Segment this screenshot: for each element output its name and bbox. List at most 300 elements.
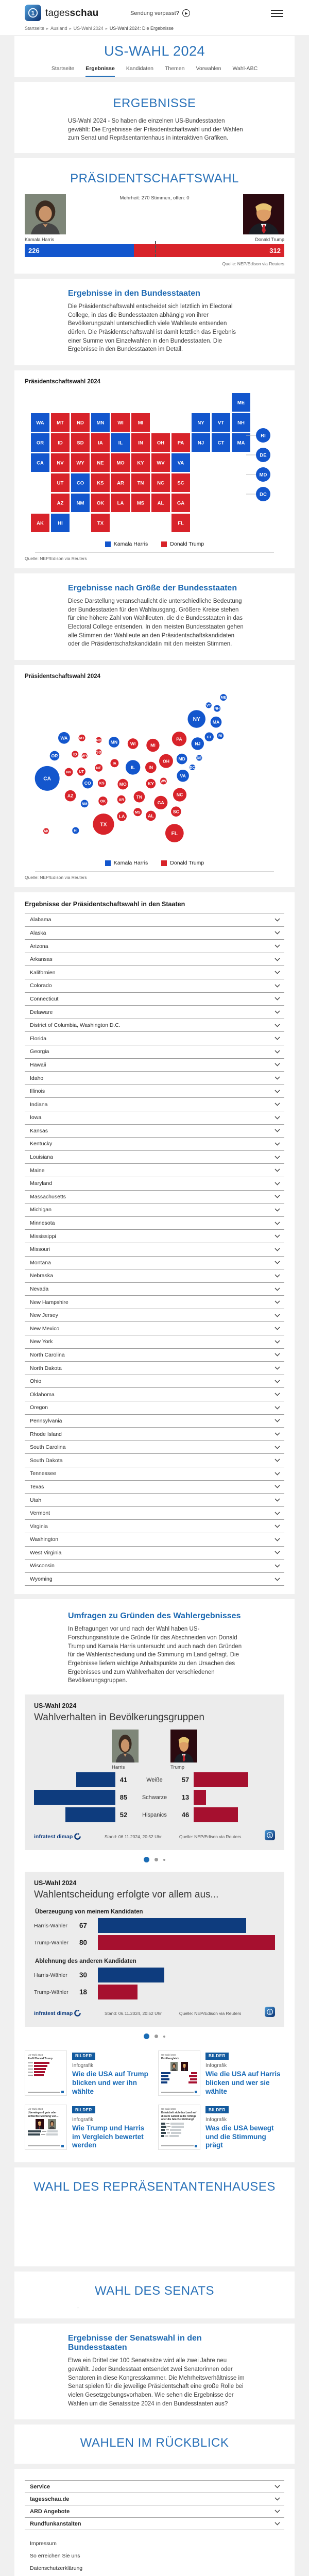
- state-accordion-row[interactable]: [25, 1454, 284, 1467]
- state-bubble-CA[interactable]: [35, 766, 60, 791]
- state-tile-IA[interactable]: [91, 433, 110, 452]
- svg-text:DC: DC: [190, 766, 195, 770]
- svg-text:IA: IA: [112, 761, 116, 766]
- footer-links: [25, 2537, 284, 2576]
- teaser-infografik-4[interactable]: [158, 2105, 284, 2150]
- state-tile-ME[interactable]: [232, 393, 250, 412]
- teaser-title[interactable]: Wie die USA auf Trump blicken und wer ihn wählte: [72, 2070, 148, 2095]
- state-accordion-row[interactable]: [25, 1467, 284, 1481]
- state-accordion-row[interactable]: [25, 1098, 284, 1111]
- state-accordion-row[interactable]: [25, 1547, 284, 1560]
- state-bubble-MS[interactable]: [133, 808, 142, 816]
- state-accordion-row[interactable]: [25, 1349, 284, 1362]
- svg-text:CO: CO: [84, 781, 91, 786]
- state-accordion-row[interactable]: [25, 1243, 284, 1257]
- state-accordion-row[interactable]: [25, 1415, 284, 1428]
- footer-link-so-erreichen-sie-uns[interactable]: So erreichen Sie uns: [30, 2553, 80, 2560]
- state-accordion-label: New Jersey: [30, 1312, 58, 1319]
- carousel-dots-1: [14, 1857, 295, 1862]
- svg-text:LA: LA: [118, 814, 125, 819]
- us-states-bubble-map[interactable]: [25, 685, 284, 856]
- states-accordion-card: [14, 892, 295, 1594]
- state-tile-WV[interactable]: [151, 453, 170, 472]
- state-accordion-row[interactable]: [25, 1520, 284, 1533]
- svg-text:NE: NE: [96, 766, 101, 771]
- state-tile-UT[interactable]: [51, 473, 70, 492]
- state-accordion-label: Maryland: [30, 1180, 53, 1187]
- state-accordion-row[interactable]: [25, 1072, 284, 1085]
- teaser-infografik-1[interactable]: [25, 2050, 151, 2096]
- breadcrumb-item[interactable]: Startseite: [25, 26, 45, 31]
- state-tile-VT[interactable]: [212, 413, 230, 432]
- thumb-kicker: US-Wahl 2024: [161, 2054, 177, 2057]
- state-tile-MO[interactable]: [111, 453, 130, 472]
- footer-link-impressum[interactable]: Impressum: [30, 2540, 57, 2547]
- chevron-down-icon: [274, 1327, 280, 1330]
- senate-results-text: Etwa ein Drittel der 100 Senatssitze wird alle zwei Jahre neu gewählt. Jeder Bundesstaat entsendet zwei Senatorinnen oder Senatoren in diese Kongresskammer. Die Mehrheitsverhältnisse im Senat spielen für die jeweilige Präsidentschaft eine große Rolle bei vielen Gesetzgebungsvorhaben. Wie sehen die Ergebnisse der Wahlen um die Senatssitze 2024 in den Bundesstaaten aus?: [68, 2358, 245, 2407]
- svg-text:WI: WI: [130, 741, 136, 747]
- state-tile-OR[interactable]: [31, 433, 49, 452]
- state-bubble-UT[interactable]: [77, 768, 85, 776]
- state-accordion-label: Massachusetts: [30, 1193, 66, 1200]
- bubble-map-legend: [25, 860, 284, 866]
- state-accordion-row[interactable]: [25, 1322, 284, 1335]
- state-bubble-FL[interactable]: [165, 824, 184, 842]
- state-bubble-MI[interactable]: [146, 739, 159, 752]
- svg-text:OR: OR: [36, 440, 44, 446]
- state-accordion-row[interactable]: [25, 1006, 284, 1019]
- chevron-down-icon: [274, 2522, 280, 2526]
- svg-text:SC: SC: [173, 809, 179, 815]
- state-accordion-row[interactable]: [25, 913, 284, 927]
- state-tile-IL[interactable]: [111, 433, 130, 452]
- chevron-down-icon: [274, 1063, 280, 1066]
- chevron-down-icon: [274, 997, 280, 1001]
- svg-text:MO: MO: [116, 460, 125, 466]
- size-section-text: Diese Darstellung veranschaulicht die unterschiedliche Bedeutung der Bundesstaaten für den Wahlausgang. Größere Kreise stehen für eine höhere Zahl von Wahlleuten, die die Bundesstaaten in das Electoral College entsenden. In den meisten Bundesstaaten gehen alle Stimmen der Wahlleute an den Präsidentschaftskandidaten oder die Präsidentschaftskandidatin mit den meisten Stimmen.: [68, 598, 244, 648]
- state-tile-MS[interactable]: [131, 494, 150, 512]
- state-bubble-NY[interactable]: [187, 710, 205, 728]
- state-accordion-row[interactable]: [25, 1085, 284, 1098]
- state-accordion-row[interactable]: [25, 1375, 284, 1388]
- trump-photo-label: Trump: [170, 1765, 185, 1771]
- state-bubble-GA[interactable]: [154, 796, 167, 809]
- state-accordion-row[interactable]: [25, 1309, 284, 1323]
- carousel-dot[interactable]: [163, 1859, 165, 1861]
- chevron-down-icon: [274, 1195, 280, 1198]
- footer-accordion-service[interactable]: [25, 2481, 284, 2493]
- svg-text:AR: AR: [118, 798, 124, 802]
- svg-text:NC: NC: [157, 480, 164, 486]
- tab-vorwahlen[interactable]: Vorwahlen: [196, 65, 221, 72]
- us-states-map[interactable]: [25, 390, 284, 537]
- teaser-infografik-2[interactable]: [158, 2050, 284, 2096]
- map-legend: [25, 541, 284, 547]
- state-accordion-row[interactable]: [25, 1573, 284, 1586]
- state-bubble-TN[interactable]: [134, 791, 145, 803]
- svg-text:FL: FL: [171, 831, 178, 837]
- state-callout-RI[interactable]: [256, 428, 270, 443]
- demographics-row: [34, 1772, 275, 1788]
- state-tile-OH[interactable]: [151, 433, 170, 452]
- svg-text:ND: ND: [96, 738, 101, 742]
- state-accordion-row[interactable]: [25, 1045, 284, 1059]
- chevron-down-icon: [274, 1524, 280, 1528]
- state-tile-AR[interactable]: [111, 473, 130, 492]
- legend-item: Donald Trump: [161, 541, 204, 547]
- state-bubble-NJ[interactable]: [191, 737, 204, 750]
- state-bubble-ME[interactable]: [220, 694, 227, 701]
- state-tile-CT[interactable]: [212, 433, 230, 452]
- state-bubble-WV[interactable]: [160, 778, 167, 785]
- svg-text:RI: RI: [218, 734, 222, 738]
- svg-text:KS: KS: [99, 781, 105, 786]
- state-accordion-row[interactable]: [25, 1507, 284, 1520]
- state-tile-SC[interactable]: [171, 473, 190, 492]
- footer-accordion-ard-angebote[interactable]: [25, 2505, 284, 2518]
- state-bubble-VT[interactable]: [206, 702, 212, 708]
- state-bubble-PA[interactable]: [172, 732, 186, 746]
- teaser-title[interactable]: Wie die USA auf Harris blicken und wer sie wählte: [205, 2070, 281, 2095]
- state-bubble-OK[interactable]: [98, 796, 107, 805]
- legend-swatch: [105, 860, 111, 866]
- footer-link-datenschutzerkl-rung[interactable]: Datenschutzerklärung: [30, 2565, 83, 2572]
- state-bubble-IL[interactable]: [126, 760, 140, 774]
- state-bubble-DC[interactable]: [190, 765, 195, 770]
- sendung-verpasst-label: Sendung verpasst?: [130, 10, 179, 16]
- carousel-dot[interactable]: [154, 1858, 158, 1861]
- bubble-map-card: [14, 665, 295, 887]
- state-accordion-row[interactable]: [25, 1257, 284, 1270]
- size-section-title[interactable]: Ergebnisse nach Größe der Bundesstaaten: [68, 584, 237, 593]
- state-accordion-row[interactable]: [25, 1177, 284, 1191]
- state-tile-NH[interactable]: [232, 413, 250, 432]
- state-tile-MN[interactable]: [91, 413, 110, 432]
- state-tile-CA[interactable]: [31, 453, 49, 472]
- svg-text:NH: NH: [237, 420, 245, 426]
- breadcrumb-separator-icon: ▸: [105, 26, 108, 31]
- state-tile-AL[interactable]: [151, 494, 170, 512]
- svg-text:IN: IN: [138, 440, 143, 446]
- trump-value: 57: [181, 1776, 190, 1784]
- state-bubble-ID[interactable]: [72, 751, 78, 757]
- state-bubble-KY[interactable]: [146, 779, 156, 789]
- electoral-votes-bar[interactable]: [25, 244, 284, 257]
- state-accordion-row[interactable]: [25, 993, 284, 1006]
- state-accordion-label: Mississippi: [30, 1233, 56, 1240]
- state-bubble-AL[interactable]: [146, 811, 156, 821]
- carousel-dot[interactable]: [163, 2036, 165, 2038]
- state-callout-DC[interactable]: [256, 487, 270, 501]
- state-bubble-MN[interactable]: [109, 737, 119, 748]
- teaser-infografik-3[interactable]: [25, 2105, 151, 2150]
- state-tile-FL[interactable]: [171, 514, 190, 532]
- teaser-thumbnail: [158, 2105, 200, 2150]
- breadcrumb-item[interactable]: US-Wahl 2024: [73, 26, 104, 31]
- state-accordion-label: Florida: [30, 1035, 47, 1042]
- state-accordion-label: Idaho: [30, 1075, 44, 1081]
- state-accordion-row[interactable]: [25, 1335, 284, 1349]
- state-accordion-row[interactable]: [25, 1388, 284, 1401]
- chevron-down-icon: [274, 1564, 280, 1568]
- svg-text:KY: KY: [137, 460, 144, 466]
- state-tile-KY[interactable]: [131, 453, 150, 472]
- state-accordion-row[interactable]: [25, 1019, 284, 1032]
- state-tile-TN[interactable]: [131, 473, 150, 492]
- state-tile-KS[interactable]: [91, 473, 110, 492]
- state-bubble-MO[interactable]: [117, 779, 128, 790]
- state-bubble-OH[interactable]: [159, 754, 173, 768]
- chart-card-decision: [25, 1872, 284, 2027]
- state-tile-NV[interactable]: [51, 453, 70, 472]
- svg-text:SD: SD: [77, 440, 84, 446]
- state-bubble-LA[interactable]: [117, 811, 127, 821]
- tagesschau-wordmark[interactable]: tagesschau: [45, 8, 99, 19]
- states-section-title[interactable]: Ergebnisse in den Bundesstaaten: [68, 289, 200, 298]
- breadcrumb-item[interactable]: Ausland: [50, 26, 67, 31]
- chart1-kicker: US-Wahl 2024: [34, 1702, 77, 1710]
- state-bubble-NM[interactable]: [81, 800, 89, 808]
- svg-text:TX: TX: [100, 822, 107, 828]
- page-tabs: [14, 65, 295, 77]
- value-label: 67: [79, 1922, 88, 1930]
- state-bubble-WI[interactable]: [128, 738, 139, 749]
- state-tile-VA[interactable]: [171, 453, 190, 472]
- state-accordion-row[interactable]: [25, 1494, 284, 1507]
- state-bubble-AR[interactable]: [117, 795, 126, 804]
- chevron-down-icon: [274, 1248, 280, 1251]
- svg-text:AL: AL: [157, 500, 164, 506]
- state-tile-OK[interactable]: [91, 494, 110, 512]
- state-accordion-row[interactable]: [25, 1191, 284, 1204]
- state-accordion-row[interactable]: [25, 1401, 284, 1415]
- state-bubble-KS[interactable]: [98, 779, 106, 787]
- state-accordion-row[interactable]: [25, 1441, 284, 1454]
- state-bubble-RI[interactable]: [217, 733, 224, 739]
- state-bubble-MA[interactable]: [211, 717, 222, 728]
- thumb-kicker: US-Wahl 2024: [161, 2107, 177, 2110]
- state-accordion-row[interactable]: [25, 1125, 284, 1138]
- state-accordion-row[interactable]: [25, 940, 284, 953]
- state-accordion-row[interactable]: [25, 1428, 284, 1441]
- state-tile-WY[interactable]: [71, 453, 90, 472]
- trump-name-label: Donald Trump: [255, 237, 284, 243]
- state-accordion-row[interactable]: [25, 1164, 284, 1177]
- svg-text:AK: AK: [43, 829, 49, 834]
- state-callout-MD[interactable]: [256, 467, 270, 482]
- hamburger-menu-icon[interactable]: [271, 10, 283, 17]
- state-bubble-OR[interactable]: [50, 751, 60, 761]
- svg-text:WY: WY: [81, 754, 88, 758]
- svg-text:CO: CO: [76, 480, 84, 486]
- trump-votes-segment: 312: [134, 244, 284, 257]
- state-bubble-IA[interactable]: [110, 759, 118, 767]
- state-tile-TX[interactable]: [91, 514, 110, 532]
- state-bubble-TX[interactable]: [93, 814, 114, 835]
- state-bubble-SC[interactable]: [171, 806, 181, 817]
- state-bubble-WY[interactable]: [81, 753, 88, 758]
- state-callout-DE[interactable]: [256, 448, 270, 462]
- state-accordion-label: South Carolina: [30, 1444, 66, 1451]
- svg-text:WI: WI: [117, 420, 124, 426]
- state-tile-NJ[interactable]: [192, 433, 210, 452]
- legend-swatch: [105, 541, 111, 547]
- footer-accordion-tagesschau-de[interactable]: [25, 2493, 284, 2505]
- state-bubble-NE[interactable]: [95, 764, 102, 772]
- state-accordion-row[interactable]: [25, 1204, 284, 1217]
- state-bubble-MT[interactable]: [79, 735, 85, 741]
- state-tile-GA[interactable]: [171, 494, 190, 512]
- senate-results-title[interactable]: Ergebnisse der Senatswahl in den Bundesstaaten: [68, 2334, 202, 2352]
- harris-photo-label: Harris: [112, 1765, 125, 1771]
- category-label: Hispanics: [142, 1811, 167, 1818]
- chevron-down-icon: [274, 1459, 280, 1462]
- state-accordion-row[interactable]: [25, 1481, 284, 1494]
- demographics-chart: [34, 1772, 275, 1823]
- svg-text:PA: PA: [177, 440, 184, 446]
- state-accordion-row[interactable]: [25, 979, 284, 993]
- state-bubble-CO[interactable]: [82, 778, 93, 789]
- rueckblick-card: [14, 2425, 295, 2464]
- state-accordion-row[interactable]: [25, 1138, 284, 1151]
- state-tile-NM[interactable]: [71, 494, 90, 512]
- legend-item: Kamala Harris: [105, 860, 148, 866]
- state-accordion-row[interactable]: [25, 1032, 284, 1045]
- svg-text:AK: AK: [37, 520, 44, 527]
- svg-text:FL: FL: [178, 520, 184, 527]
- state-bubble-MD[interactable]: [177, 754, 187, 765]
- tab-themen[interactable]: Themen: [164, 65, 185, 72]
- svg-text:OR: OR: [51, 753, 58, 759]
- chevron-down-icon: [274, 1274, 280, 1278]
- state-accordion-label: Louisiana: [30, 1154, 53, 1161]
- svg-text:DE: DE: [196, 756, 202, 760]
- state-accordion-row[interactable]: [25, 1560, 284, 1573]
- state-bubble-SD[interactable]: [96, 749, 101, 755]
- state-bubble-NC[interactable]: [173, 788, 186, 802]
- tagesschau-logo-icon[interactable]: [25, 5, 41, 21]
- svg-text:WA: WA: [60, 735, 68, 741]
- state-tile-NC[interactable]: [151, 473, 170, 492]
- svg-text:NC: NC: [176, 792, 183, 798]
- bilder-badge: BILDER: [205, 2053, 229, 2060]
- tab-ergebnisse[interactable]: Ergebnisse: [85, 65, 115, 77]
- svg-text:1: 1: [268, 2010, 271, 2015]
- carousel-dot-active[interactable]: [144, 1857, 149, 1862]
- state-accordion-label: Rhode Island: [30, 1431, 62, 1437]
- harris-name-label: Kamala Harris: [25, 237, 55, 243]
- svg-text:MS: MS: [134, 810, 141, 815]
- state-accordion-row[interactable]: [25, 1283, 284, 1296]
- state-tile-PA[interactable]: [171, 433, 190, 452]
- svg-text:1: 1: [31, 9, 35, 17]
- state-bubble-CT[interactable]: [205, 733, 214, 741]
- state-tile-IN[interactable]: [131, 433, 150, 452]
- states-section-text: Die Präsidentschaftswahl entscheidet sich letztlich im Electoral College, in das die Bundesstaaten abhängig von ihrer Bevölkerungszahl unterschiedlich viele Wahlleute entsenden dürfen. Die Präsidentschaftswahl ist damit letztlich das Ergebnis einer Summe von Einzelwahlen in den Bundesstaaten. Die Ergebnisse in den Bundesstaaten im Detail.: [68, 303, 236, 353]
- state-accordion-row[interactable]: [25, 1151, 284, 1164]
- tab-startseite[interactable]: Startseite: [51, 65, 75, 72]
- state-bubble-WA[interactable]: [58, 732, 70, 744]
- state-accordion-row[interactable]: [25, 1362, 284, 1375]
- state-bubble-DE[interactable]: [196, 755, 202, 761]
- teaser-title[interactable]: Wie Trump und Harris im Vergleich bewertet werden: [72, 2124, 145, 2149]
- president-card: [14, 158, 295, 274]
- harris-bar: [34, 1790, 115, 1805]
- state-tile-HI[interactable]: [51, 514, 70, 532]
- state-accordion-row[interactable]: [25, 1230, 284, 1243]
- teaser-title[interactable]: Was die USA bewegt und die Stimmung prägt: [205, 2124, 274, 2149]
- state-tile-NY[interactable]: [192, 413, 210, 432]
- decision-group: [34, 1958, 275, 1999]
- state-accordion-row[interactable]: [25, 1296, 284, 1309]
- tab-wahl-abc[interactable]: Wahl-ABC: [232, 65, 258, 72]
- map-card: [14, 370, 295, 568]
- state-accordion-label: Maine: [30, 1167, 45, 1174]
- state-tile-LA[interactable]: [111, 494, 130, 512]
- svg-text:MT: MT: [57, 420, 64, 426]
- state-accordion-row[interactable]: [25, 1269, 284, 1283]
- state-bubble-ND[interactable]: [96, 737, 101, 743]
- state-bubble-NH[interactable]: [214, 705, 220, 712]
- svg-text:RI: RI: [261, 433, 266, 439]
- svg-text:IA: IA: [98, 440, 103, 446]
- state-tile-MT[interactable]: [51, 413, 70, 432]
- state-accordion-label: Minnesota: [30, 1220, 55, 1227]
- state-accordion-row[interactable]: [25, 1533, 284, 1547]
- state-tile-AK[interactable]: [31, 514, 49, 532]
- state-accordion-row[interactable]: [25, 1111, 284, 1125]
- svg-text:NY: NY: [197, 420, 204, 426]
- tab-kandidaten[interactable]: Kandidaten: [126, 65, 153, 72]
- state-tile-SD[interactable]: [71, 433, 90, 452]
- umfragen-title[interactable]: Umfragen zu Gründen des Wahlergebnisses: [68, 1612, 241, 1621]
- state-tile-CO[interactable]: [71, 473, 90, 492]
- chevron-down-icon: [274, 1116, 280, 1120]
- state-tile-AZ[interactable]: [51, 494, 70, 512]
- footer-accordion-rundfunkanstalten[interactable]: [25, 2518, 284, 2530]
- state-tile-WI[interactable]: [111, 413, 130, 432]
- state-accordion-row[interactable]: [25, 1217, 284, 1230]
- state-tile-MA[interactable]: [232, 433, 250, 452]
- breadcrumb-item[interactable]: US-Wahl 2024: Die Ergebnisse: [109, 26, 174, 31]
- carousel-dot-active[interactable]: [144, 2033, 149, 2039]
- carousel-dot[interactable]: [154, 2035, 158, 2038]
- state-bubble-HI[interactable]: [72, 827, 79, 834]
- sendung-verpasst-link[interactable]: [130, 9, 190, 17]
- state-accordion-row[interactable]: [25, 966, 284, 979]
- svg-text:SC: SC: [177, 480, 184, 486]
- state-accordion-row[interactable]: [25, 953, 284, 967]
- state-bubble-NV[interactable]: [65, 768, 73, 776]
- state-tile-WA[interactable]: [31, 413, 49, 432]
- state-tile-MI[interactable]: [131, 413, 150, 432]
- state-accordion-row[interactable]: [25, 927, 284, 940]
- state-tile-ND[interactable]: [71, 413, 90, 432]
- state-bubble-VA[interactable]: [177, 770, 188, 782]
- state-bubble-AK[interactable]: [43, 828, 49, 834]
- svg-text:MO: MO: [119, 782, 127, 787]
- chevron-down-icon: [274, 1037, 280, 1040]
- footer-link-bildrechte[interactable]: [25, 2574, 284, 2576]
- state-accordion-row[interactable]: [25, 1059, 284, 1072]
- chevron-down-icon: [274, 1432, 280, 1436]
- map-title: Präsidentschaftswahl 2024: [25, 379, 101, 385]
- state-tile-NE[interactable]: [91, 453, 110, 472]
- state-bubble-IN[interactable]: [145, 762, 157, 773]
- state-bubble-AZ[interactable]: [65, 790, 76, 802]
- decision-group-label: Überzeugung von meinem Kandidaten: [35, 1909, 143, 1916]
- state-tile-ID[interactable]: [51, 433, 70, 452]
